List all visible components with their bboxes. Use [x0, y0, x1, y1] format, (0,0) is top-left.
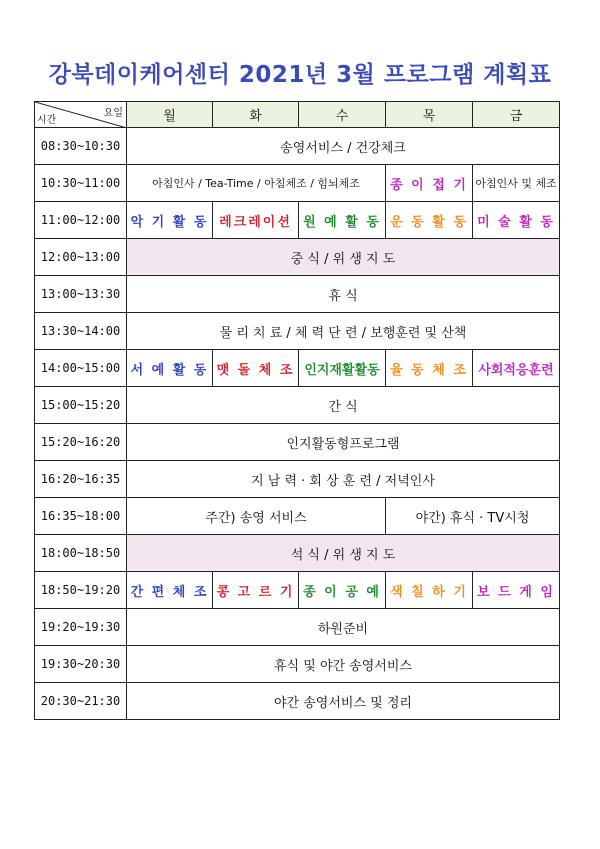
table-row: [35, 498, 560, 535]
day-header-fri: 금: [473, 102, 560, 128]
day-header-mon: 월: [127, 102, 213, 128]
time-cell: 19:20~19:30: [35, 609, 127, 646]
activity-cell: 악 기 활 동: [127, 202, 213, 239]
table-header-row: [35, 102, 560, 128]
activity-cell: 아침인사 및 체조: [473, 165, 560, 202]
table-row: [35, 202, 560, 239]
table-row: [35, 572, 560, 609]
merged-activity-cell: 하원준비: [127, 609, 560, 646]
activity-cell: 레크레이션: [213, 202, 299, 239]
time-cell: 14:00~15:00: [35, 350, 127, 387]
schedule-table: [34, 101, 560, 720]
merged-activity-cell: 물 리 치 료 / 체 력 단 련 / 보행훈련 및 산책: [127, 313, 560, 350]
day-header-tue: 화: [213, 102, 299, 128]
time-cell: 13:00~13:30: [35, 276, 127, 313]
activity-cell: 맷 돌 체 조: [213, 350, 299, 387]
time-cell: 11:00~12:00: [35, 202, 127, 239]
table-row: [35, 350, 560, 387]
activity-cell: 운 동 활 동: [386, 202, 473, 239]
time-cell: 15:00~15:20: [35, 387, 127, 424]
activity-cell: 간 편 체 조: [127, 572, 213, 609]
activity-cell: 콩 고 르 기: [213, 572, 299, 609]
night-service-cell: 야간) 휴식 · TV시청: [386, 498, 560, 535]
day-header-thu: 목: [386, 102, 473, 128]
time-cell: 18:50~19:20: [35, 572, 127, 609]
corner-time-label: 시간: [37, 115, 57, 126]
table-row: [35, 424, 560, 461]
page-title: 강북데이케어센터 2021년 3월 프로그램 계획표: [48, 62, 552, 88]
activity-cell: 원 예 활 동: [299, 202, 386, 239]
merged-activity-cell: 간 식: [127, 387, 560, 424]
time-cell: 19:30~20:30: [35, 646, 127, 683]
activity-cell: 색 칠 하 기: [386, 572, 473, 609]
time-cell: 13:30~14:00: [35, 313, 127, 350]
day-service-cell: 주간) 송영 서비스: [127, 498, 386, 535]
merged-activity-cell: 지 남 력 · 회 상 훈 련 / 저녁인사: [127, 461, 560, 498]
time-cell: 10:30~11:00: [35, 165, 127, 202]
merged-activity-cell: 석 식 / 위 생 지 도: [127, 535, 560, 572]
time-cell: 18:00~18:50: [35, 535, 127, 572]
merged-activity-cell: 야간 송영서비스 및 정리: [127, 683, 560, 720]
table-row: [35, 387, 560, 424]
merged-activity-cell: 송영서비스 / 건강체크: [127, 128, 560, 165]
time-cell: 12:00~13:00: [35, 239, 127, 276]
merged-activity-cell: 아침인사 / Tea-Time / 아침체조 / 힘뇌체조: [127, 165, 386, 202]
table-row: [35, 683, 560, 720]
activity-cell: 보 드 게 임: [473, 572, 560, 609]
table-row: [35, 239, 560, 276]
table-row: [35, 313, 560, 350]
time-cell: 20:30~21:30: [35, 683, 127, 720]
activity-cell: 인지재활활동: [299, 350, 386, 387]
corner-day-label: 요일: [103, 108, 123, 119]
activity-cell: 서 예 활 동: [127, 350, 213, 387]
merged-activity-cell: 인지활동형프로그램: [127, 424, 560, 461]
corner-cell: [35, 102, 127, 128]
merged-activity-cell: 휴식 및 야간 송영서비스: [127, 646, 560, 683]
activity-cell: 율 동 체 조: [386, 350, 473, 387]
table-row: [35, 128, 560, 165]
table-row: [35, 165, 560, 202]
table-row: [35, 535, 560, 572]
time-cell: 08:30~10:30: [35, 128, 127, 165]
table-row: [35, 646, 560, 683]
day-header-wed: 수: [299, 102, 386, 128]
activity-cell: 사회적응훈련: [473, 350, 560, 387]
table-row: [35, 276, 560, 313]
activity-cell: 종 이 접 기: [386, 165, 473, 202]
table-row: [35, 609, 560, 646]
time-cell: 16:35~18:00: [35, 498, 127, 535]
merged-activity-cell: 휴 식: [127, 276, 560, 313]
time-cell: 16:20~16:35: [35, 461, 127, 498]
time-cell: 15:20~16:20: [35, 424, 127, 461]
merged-activity-cell: 중 식 / 위 생 지 도: [127, 239, 560, 276]
table-row: [35, 461, 560, 498]
activity-cell: 종 이 공 예: [299, 572, 386, 609]
activity-cell: 미 술 활 동: [473, 202, 560, 239]
